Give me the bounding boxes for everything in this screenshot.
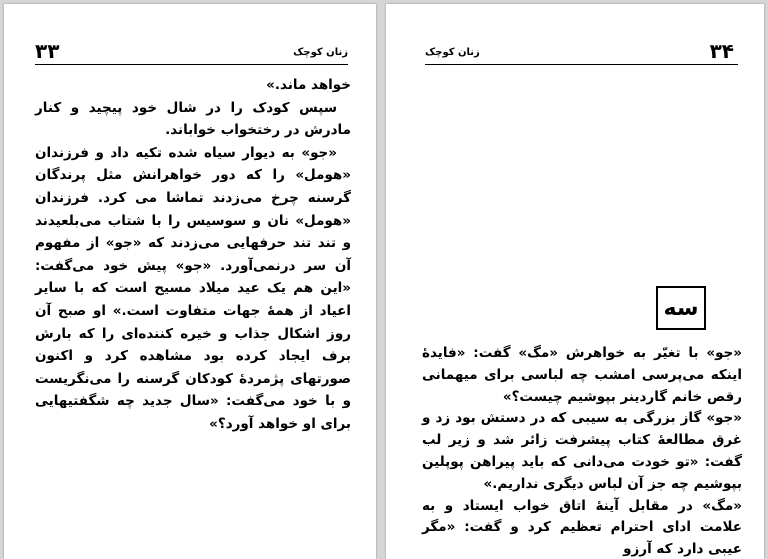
- chapter-heading: سه: [656, 286, 706, 330]
- left-page-body: [35, 74, 351, 436]
- paragraph: «مگ» در مقابل آینهٔ اتاق خواب ایستاد و به علامت ادای احترام تعظیم کرد و گفت: «مگر عیبی دارد که آرزو: [422, 497, 742, 558]
- running-title: زنان کوچک: [293, 47, 348, 58]
- page-number: ۳۴: [709, 39, 734, 63]
- page-number: ۳۳: [35, 39, 60, 63]
- running-title: زنان کوچک: [425, 47, 480, 58]
- left-page: [4, 4, 376, 559]
- paragraph: «جو» گاز بزرگی به سیبی که در دستش بود زد و غرق مطالعهٔ کتاب پیشرفت زائر شد و زیر لب گفت: «تو خودت می‌دانی که باید پیراهن پوپلین بپوشیم چه جز آن لباس دیگری نداریم.»: [422, 410, 742, 492]
- right-page-body: [422, 343, 742, 559]
- paragraph: خواهد ماند.»: [266, 77, 351, 93]
- paragraph: «جو» با تغیّر به خواهرش «مگ» گفت: «فایدهٔ اینکه می‌پرسی امشب چه لباسی برای میهمانی رقص خانم گاردینر بپوشیم چیست؟»: [422, 345, 742, 405]
- paragraph: سپس کودک را در شال خود پیچید و کنار مادرش در رختخواب خواباند.: [35, 99, 351, 139]
- paragraph: «جو» به دیوار سیاه شده تکیه داد و فرزندان «هومل» را که دور خواهرانش مثل پرندگان گرسنه چرخ می‌زدند تماشا می کرد. فرزندان «هومل» نان و سوسیس را با شتاب می‌بلعیدند و تند تند حرفهایی می‌زدند که «جو» از مفهوم آن سر درنمی‌آورد. «جو» پیش خود می‌گفت: «این هم یک عید میلاد مسیح است که با سایر اعیاد از همهٔ جهات متفاوت است.» او صبح آن روز اشکال جذاب و خیره کننده‌ای را که بارش برف ایجاد کرده بود مشاهده کرد و اکنون صورتهای پژمردهٔ کودکان گرسنه را می‌نگریست و با خود می‌گفت: «سال جدید چه شگفتیهایی برای او خواهد آورد؟»: [35, 144, 351, 432]
- right-page-header: [425, 39, 738, 65]
- left-page-header: [35, 39, 348, 65]
- right-page: [386, 4, 764, 559]
